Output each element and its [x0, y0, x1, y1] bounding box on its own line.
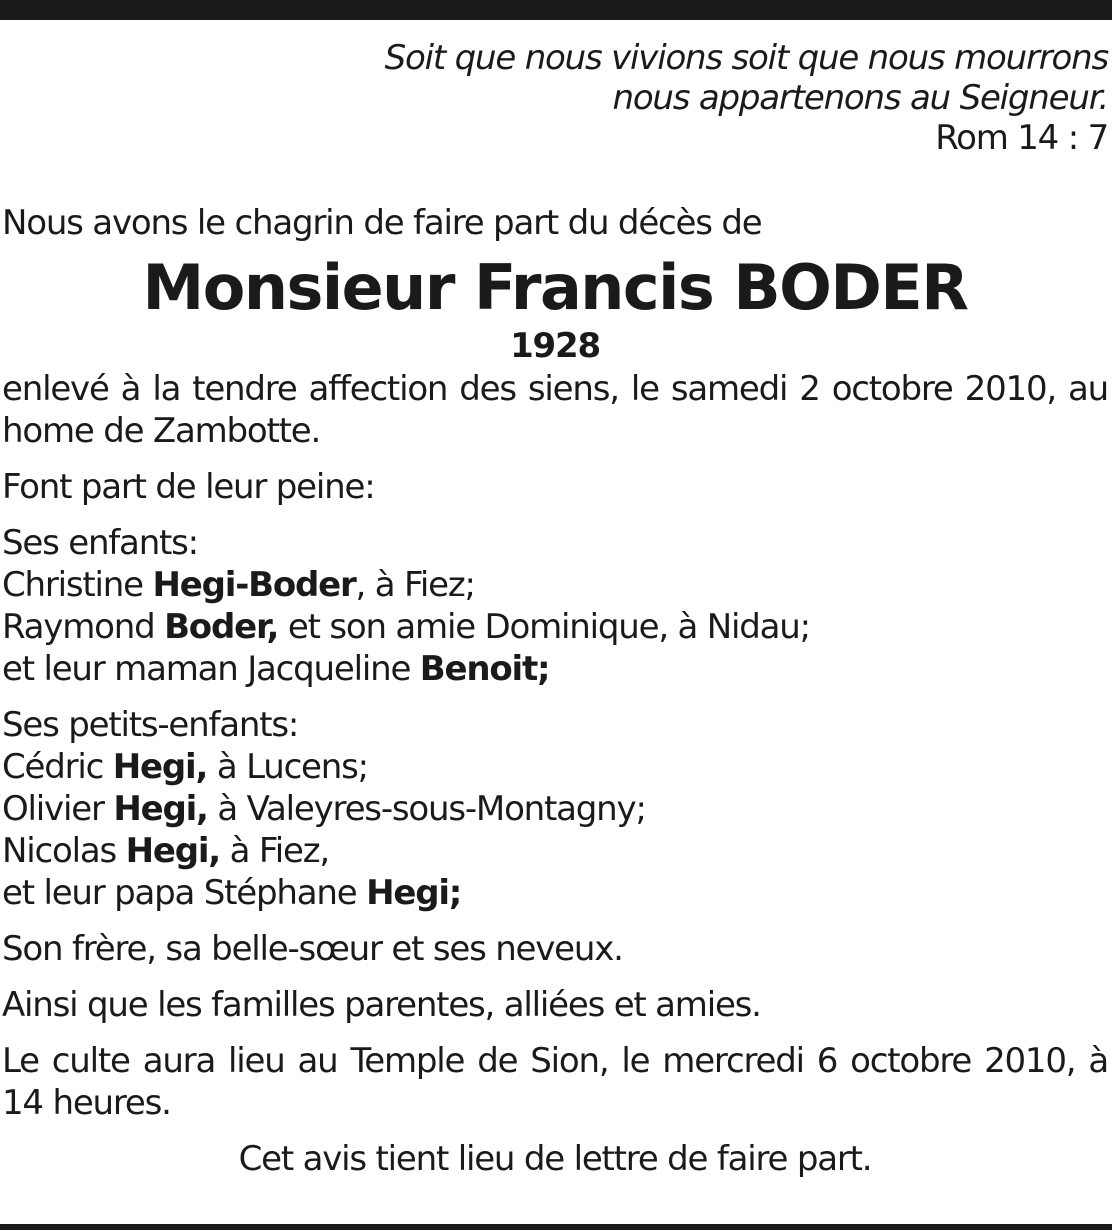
closing-text: Cet avis tient lieu de lettre de faire part. — [238, 1139, 872, 1179]
bottom-rule — [0, 1224, 1112, 1230]
list-item: Cédric Hegi, à Lucens; — [2, 747, 368, 787]
death-notice: enlevé à la tendre affection des siens, le samedi 2 octobre 2010, au home de Zambotte. — [2, 369, 1108, 451]
siblings-text: Son frère, sa belle-sœur et ses neveux. — [2, 929, 623, 969]
intro-text: Nous avons le chagrin de faire part du décès de — [2, 203, 762, 243]
birth-year: 1928 — [510, 326, 600, 366]
epigraph-line-1: Soit que nous vivions soit que nous mourrons — [384, 38, 1108, 78]
list-item: Raymond Boder, et son amie Dominique, à Nidau; — [2, 607, 810, 647]
list-item: Christine Hegi-Boder, à Fiez; — [2, 565, 475, 605]
list-item: Nicolas Hegi, à Fiez, — [2, 831, 329, 871]
epigraph-reference: Rom 14 : 7 — [935, 118, 1108, 158]
deceased-name: Monsieur Francis BODER — [142, 251, 968, 324]
children-heading: Ses enfants: — [2, 523, 198, 563]
service-details: Le culte aura lieu au Temple de Sion, le mercredi 6 octobre 2010, à 14 heures. — [2, 1041, 1108, 1123]
list-item: Olivier Hegi, à Valeyres-sous-Montagny; — [2, 789, 646, 829]
children-section — [2, 522, 1108, 690]
top-rule — [0, 0, 1112, 20]
announcement: Font part de leur peine: — [2, 467, 375, 507]
grandchildren-heading: Ses petits-enfants: — [2, 705, 299, 745]
list-item: et leur papa Stéphane Hegi; — [2, 873, 462, 913]
grandchildren-section — [2, 704, 1108, 914]
bible-verse-epigraph — [2, 38, 1108, 158]
families-text: Ainsi que les familles parentes, alliées et amies. — [2, 985, 761, 1025]
list-item: et leur maman Jacqueline Benoit; — [2, 649, 550, 689]
epigraph-line-2: nous appartenons au Seigneur. — [612, 78, 1108, 118]
obituary-notice — [2, 38, 1108, 1180]
